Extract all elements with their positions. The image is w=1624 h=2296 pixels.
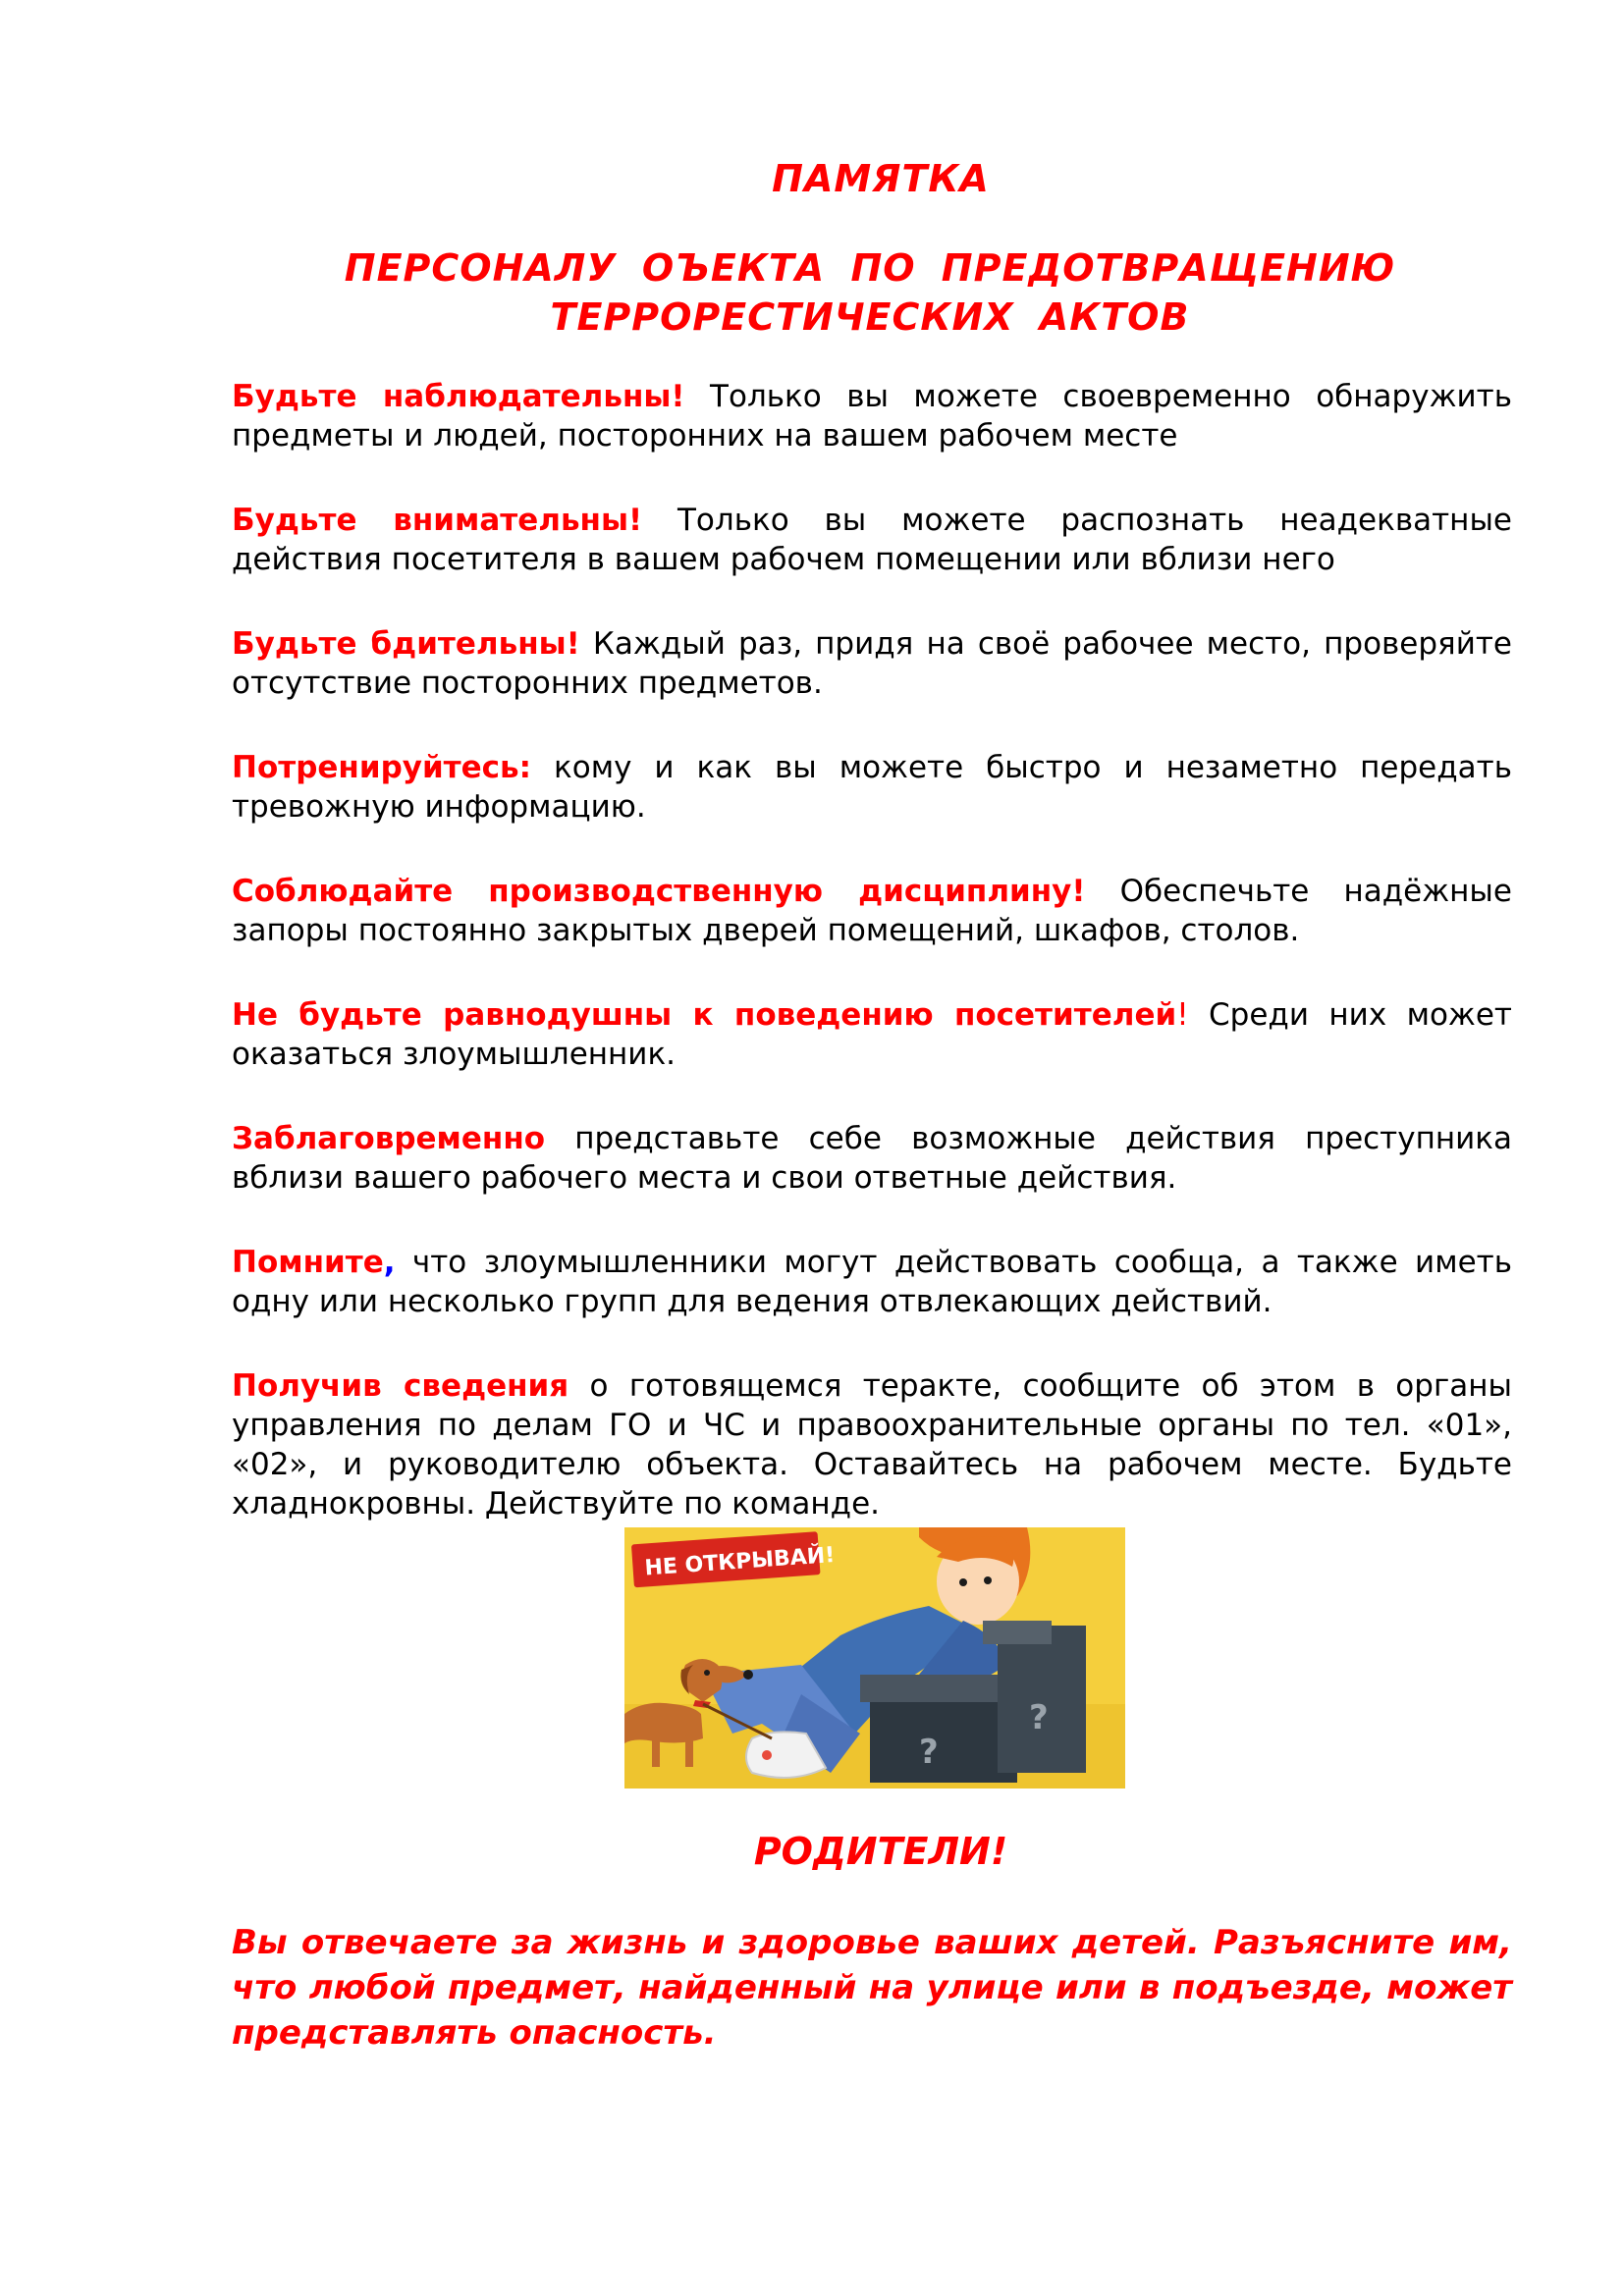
paragraph-lead: Будьте бдительны! <box>232 626 580 662</box>
paragraph-lead-tail: ! <box>1176 997 1189 1033</box>
paragraph-text: Только вы можете распознать неадекватные действия посетителя в вашем рабочем помещении или вблизи него <box>232 503 1512 577</box>
paragraph-text: что злоумышленники могут действовать сообща, а также иметь одну или несколько групп для ведения отвлекающих действий. <box>232 1245 1512 1319</box>
parents-heading: РОДИТЕЛИ! <box>753 1830 1008 1873</box>
paragraph-text: представьте себе возможные действия преступника вблизи вашего рабочего места и свои ответные действия. <box>232 1121 1512 1196</box>
paragraph-lead: Будьте внимательны! <box>232 503 643 538</box>
paragraph-text: Среди них может оказаться злоумышленник. <box>232 997 1512 1072</box>
suspicious-package-illustration <box>624 1527 1125 1789</box>
svg-text:?: ? <box>919 1733 939 1772</box>
memo-paragraph-attentive <box>232 501 1512 579</box>
svg-text:?: ? <box>1029 1698 1049 1737</box>
subtitle-line-1: ПЕРСОНАЛУ ОЪЕКТА ПО ПРЕДОТВРАЩЕНИЮ <box>344 246 1396 290</box>
page-title: ПАМЯТКА <box>772 157 990 200</box>
paragraph-text: Обеспечьте надёжные запоры постоянно закрытых дверей помещений, шкафов, столов. <box>232 874 1512 948</box>
paragraph-comma: , <box>383 1245 396 1280</box>
page-subtitle <box>232 243 1508 342</box>
memo-paragraph-report <box>232 1366 1512 1523</box>
paragraph-text: Только вы можете своевременно обнаружить предметы и людей, посторонних на вашем рабочем месте <box>232 379 1512 454</box>
paragraph-text: о готовящемся теракте, сообщите об этом в органы управления по делам ГО и ЧС и правоохранительные органы по тел. «01», «02», и руководителю объекта. Оставайтесь на рабочем месте. Будьте хладнокровны. Действуйте по команде. <box>232 1368 1512 1522</box>
paragraph-lead: Помните <box>232 1245 384 1280</box>
parents-warning: Вы отвечаете за жизнь и здоровье ваших детей. Разъясните им, что любой предмет, найденный на улице или в подъезде, может представлять опасность. <box>232 1923 1512 2053</box>
paragraph-lead: Соблюдайте производственную дисциплину! <box>232 874 1086 909</box>
illustration-badge-text: НЕ ОТКРЫВАЙ! <box>643 1543 837 1581</box>
paragraph-text: Каждый раз, придя на своё рабочее место, проверяйте отсутствие посторонних предметов. <box>232 626 1512 701</box>
memo-paragraph-visitors <box>232 995 1512 1074</box>
paragraph-lead: Не будьте равнодушны к поведению посетителей <box>232 997 1177 1033</box>
memo-paragraph-practice <box>232 748 1512 827</box>
memo-body <box>232 377 1512 1569</box>
paragraph-lead: Потренируйтесь: <box>232 750 532 785</box>
memo-paragraph-remember <box>232 1243 1512 1321</box>
subtitle-line-2: ТЕРРОРЕСТИЧЕСКИХ АКТОВ <box>550 295 1190 339</box>
memo-paragraph-advance <box>232 1119 1512 1198</box>
paragraph-lead: Будьте наблюдательны! <box>232 379 685 414</box>
memo-paragraph-vigilant <box>232 624 1512 703</box>
paragraph-lead: Получив сведения <box>232 1368 569 1404</box>
memo-paragraph-discipline <box>232 872 1512 950</box>
paragraph-text: кому и как вы можете быстро и незаметно передать тревожную информацию. <box>232 750 1512 825</box>
paragraph-lead: Заблаговременно <box>232 1121 546 1156</box>
memo-paragraph-observant <box>232 377 1512 455</box>
